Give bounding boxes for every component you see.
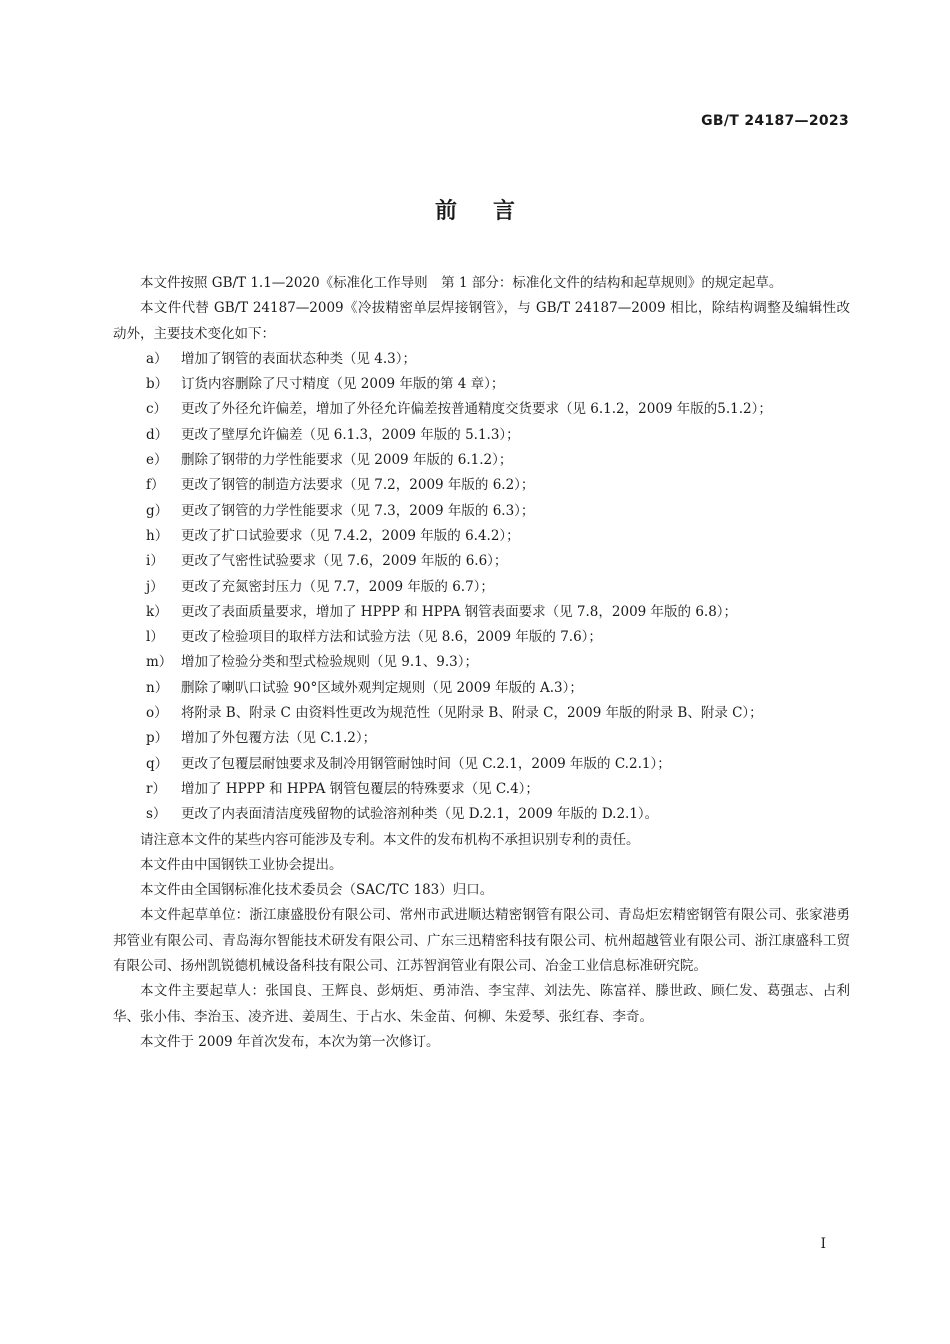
list-item <box>113 549 850 574</box>
paragraph-replaces: 本文件代替 GB/T 24187—2009《冷拔精密单层焊接钢管》，与 GB/T 24187—2009 相比，除结构调整及编辑性改动外，主要技术变化如下： <box>113 300 850 342</box>
list-item <box>113 625 850 650</box>
list-item-text: 更改了充氮密封压力（见 7.7，2009 年版的 6.7）； <box>181 578 494 595</box>
list-item-text: 更改了表面质量要求，增加了 HPPP 和 HPPA 钢管表面要求（见 7.8，2009 年版的 6.8）； <box>181 603 738 620</box>
list-item-text: 更改了壁厚允许偏差（见 6.1.3，2009 年版的 5.1.3）； <box>181 426 520 443</box>
list-item-label: j） <box>146 578 164 595</box>
list-item-label: r） <box>146 780 166 797</box>
list-item <box>113 524 850 549</box>
changes-list <box>113 347 850 828</box>
list-item <box>113 726 850 751</box>
list-item-label: e） <box>146 452 168 469</box>
paragraph-patent-notice: 请注意本文件的某些内容可能涉及专利。本文件的发布机构不承担识别专利的责任。 <box>140 831 640 848</box>
list-item <box>113 752 850 777</box>
list-item-label: p） <box>146 730 169 747</box>
list-item-text: 更改了气密性试验要求（见 7.6，2009 年版的 6.6）； <box>181 553 508 570</box>
list-item-text: 增加了 HPPP 和 HPPA 钢管包覆层的特殊要求（见 C.4）； <box>181 780 539 797</box>
paragraph-administered-by: 本文件由全国钢标准化技术委员会（SAC/TC 183）归口。 <box>140 882 494 899</box>
list-item-text: 订货内容删除了尺寸精度（见 2009 年版的第 4 章）； <box>181 376 505 393</box>
list-item <box>113 701 850 726</box>
list-item-label: m） <box>146 654 173 671</box>
list-item-text: 更改了钢管的力学性能要求（见 7.3，2009 年版的 6.3）； <box>181 502 535 519</box>
list-item <box>113 372 850 397</box>
list-item <box>113 423 850 448</box>
list-item-label: o） <box>146 705 168 722</box>
list-item-label: c） <box>146 401 168 418</box>
list-item-label: b） <box>146 376 169 393</box>
paragraph-proposed-by: 本文件由中国钢铁工业协会提出。 <box>140 856 343 873</box>
paragraph-drafters: 本文件主要起草人：张国良、王辉良、彭炳炬、勇沛浩、李宝萍、刘法先、陈富祥、滕世政、顾仁发、葛强志、占利华、张小伟、李治玉、凌齐进、姜周生、于占水、朱金苗、何柳、朱爱琴、张红春、李奇。 <box>113 983 850 1025</box>
list-item-text: 删除了钢带的力学性能要求（见 2009 年版的 6.1.2）； <box>181 452 513 469</box>
list-item <box>113 499 850 524</box>
list-item-label: a） <box>146 350 168 367</box>
list-item-label: i） <box>146 553 164 570</box>
list-item-text: 更改了钢管的制造方法要求（见 7.2，2009 年版的 6.2）； <box>181 477 535 494</box>
list-item-label: h） <box>146 527 169 544</box>
list-item-text: 增加了检验分类和型式检验规则（见 9.1、9.3）； <box>181 654 478 671</box>
list-item-text: 更改了内表面清洁度残留物的试验溶剂种类（见 D.2.1，2009 年版的 D.2.1）。 <box>181 806 659 823</box>
paragraph-revision-history: 本文件于 2009 年首次发布，本次为第一次修订。 <box>140 1033 440 1050</box>
list-item-text: 将附录 B、附录 C 由资料性更改为规范性（见附录 B、附录 C，2009 年版的附录 B、附录 C）； <box>181 705 763 722</box>
list-item <box>113 650 850 675</box>
list-item-label: n） <box>146 679 169 696</box>
list-item <box>113 802 850 827</box>
list-item-text: 增加了外包覆方法（见 C.1.2）； <box>181 730 377 747</box>
list-item-text: 更改了包覆层耐蚀要求及制冷用钢管耐蚀时间（见 C.2.1，2009 年版的 C.2.1）； <box>181 755 671 772</box>
list-item <box>113 575 850 600</box>
paragraph-drafting-rules: 本文件按照 GB/T 1.1—2020《标准化工作导则 第 1 部分：标准化文件的结构和起草规则》的规定起草。 <box>140 275 783 291</box>
list-item-text: 删除了喇叭口试验 90°区域外观判定规则（见 2009 年版的 A.3）； <box>181 679 583 696</box>
standard-number: GB/T 24187—2023 <box>701 113 849 129</box>
list-item-label: g） <box>146 502 169 519</box>
page-number: I <box>820 1236 826 1252</box>
list-item <box>113 397 850 422</box>
list-item-label: q） <box>146 755 169 772</box>
list-item-label: l） <box>146 629 164 646</box>
list-item <box>113 448 850 473</box>
list-item <box>113 676 850 701</box>
list-item-label: d） <box>146 426 169 443</box>
list-item-text: 更改了外径允许偏差，增加了外径允许偏差按普通精度交货要求（见 6.1.2，2009 年版的5.1.2）； <box>181 401 772 418</box>
document-body <box>113 271 850 1055</box>
list-item-text: 增加了钢管的表面状态种类（见 4.3）； <box>181 350 417 367</box>
list-item <box>113 347 850 372</box>
page-title: 前言 <box>434 199 551 224</box>
list-item-text: 更改了检验项目的取样方法和试验方法（见 8.6，2009 年版的 7.6）； <box>181 629 602 646</box>
list-item <box>113 473 850 498</box>
paragraph-drafting-units: 本文件起草单位：浙江康盛股份有限公司、常州市武进顺达精密钢管有限公司、青岛炬宏精密钢管有限公司、张家港勇邦管业有限公司、青岛海尔智能技术研发有限公司、广东三迅精密科技有限公司、杭州超越管业有限公司、浙江康盛科工贸有限公司、扬州凯锐德机械设备科技有限公司、江苏智润管业有限公司、冶金工业信息标准研究院。 <box>113 907 850 975</box>
list-item <box>113 600 850 625</box>
list-item <box>113 777 850 802</box>
list-item-label: k） <box>146 603 168 620</box>
list-item-label: s） <box>146 806 167 823</box>
list-item-text: 更改了扩口试验要求（见 7.4.2，2009 年版的 6.4.2）； <box>181 527 520 544</box>
list-item-label: f） <box>146 477 165 494</box>
